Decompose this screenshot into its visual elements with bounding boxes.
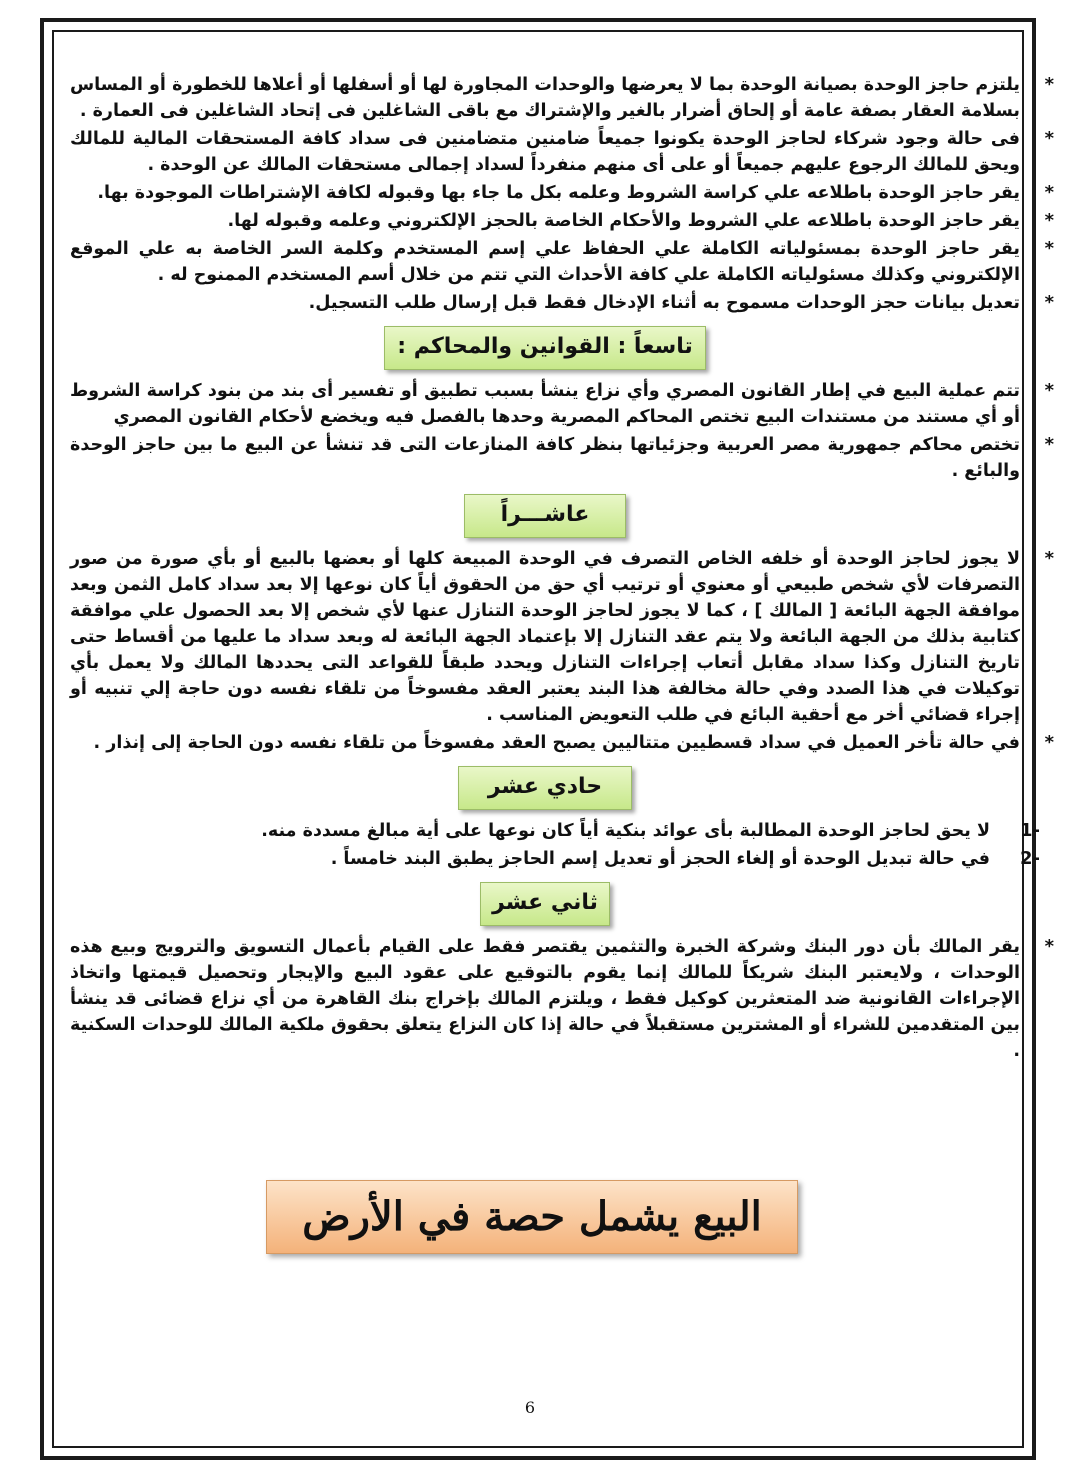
clause-text: يقر حاجز الوحدة باطلاعه علي الشروط والأحكام الخاصة بالحجز الإلكتروني وعلمه وقبوله لها. (227, 211, 1020, 231)
clause-text: تتم عملية البيع في إطار القانون المصري وأي نزاع ينشأ بسبب تطبيق أو تفسير أى بند من بنود كراسة الشروط أو أي مستند من مستندات البيع تختص المحاكم المصرية وحدها بالفصل فيه ويخضع لأحكام القانون المصري (70, 381, 1020, 427)
section-heading-ninth: تاسعاً : القوانين والمحاكم : (384, 326, 706, 370)
bullet-marker: * (1044, 128, 1054, 149)
bullet-marker: * (1044, 292, 1054, 313)
bullet-marker: * (1044, 380, 1054, 401)
clause-text: يقر حاجز الوحدة باطلاعه علي كراسة الشروط وعلمه بكل ما جاء بها وقبوله لكافة الإشتراطات الموجودة بها. (97, 183, 1020, 203)
bullet-marker: * (1044, 434, 1054, 455)
bullet-marker: * (1044, 210, 1054, 231)
list-item (70, 72, 1054, 124)
clause-text: تختص محاكم جمهورية مصر العربية وجزئياتها بنظر كافة المنازعات التى قد تنشأ عن البيع ما بين حاجز الوحدة والبائع . (70, 435, 1020, 481)
list-item (70, 546, 1054, 728)
list-item (70, 208, 1054, 234)
list-item (70, 290, 1054, 316)
list-item (70, 378, 1054, 430)
section-top (70, 72, 1054, 316)
list-item (70, 432, 1054, 484)
bullet-marker: * (1044, 182, 1054, 203)
item-number: -1 (1019, 820, 1040, 841)
document-body (70, 72, 1054, 1066)
clause-text: يقر المالك بأن دور البنك وشركة الخبرة والتثمين يقتصر فقط على القيام بأعمال التسويق والترويج وبيع هذه الوحدات ، ولايعتبر البنك شريكاً للمالك إنما يقوم بالتوقيع على عقود البيع والإيجار وتحصيل قيمتها واتخاذ الإجراءات القانونية ضد المتعثرين كوكيل فقط ، ويلتزم المالك بإخراج بنك القاهرة من أي نزاع قضائى قد ينشأ بين المتقدمين للشراء أو المشترين مستقبلاً في حالة إذا كان النزاع يتعلق بحقوق ملكية المالك للوحدات السكنية . (70, 937, 1020, 1061)
clause-text: لا يجوز لحاجز الوحدة أو خلفه الخاص التصرف في الوحدة المبيعة كلها أو بعضها بالبيع أو بأي صورة من صور التصرفات لأي شخص طبيعي أو معنوي أو ترتيب أي حق من الحقوق أياً كان نوعها إلا بعد سداد كامل الثمن وبعد موافقة الجهة البائعة [ المالك ] ، كما لا يجوز لحاجز الوحدة التنازل عنها لأي شخص إلا بعد الحصول علي موافقة كتابية بذلك من الجهة البائعة ولا يتم عقد التنازل إلا بإعتماد الجهة البائعة له وبعد سداد ما عليها من أقساط حتى تاريخ التنازل وكذا سداد مقابل أتعاب إجراءات التنازل ويحدد طبقاً للقواعد التى يحددها المالك ولا يعمل بأي توكيلات في هذا الصدد وفي حالة مخالفة هذا البند يعتبر العقد مفسوخاً من تلقاء نفسه دون حاجة إلي تنبيه أو إجراء قضائي أخر مع أحقية البائع في طلب التعويض المناسب . (70, 549, 1020, 725)
bullet-marker: * (1044, 936, 1054, 957)
land-share-banner: البيع يشمل حصة في الأرض (266, 1180, 798, 1254)
section-twelfth (70, 934, 1054, 1064)
clause-text: يلتزم حاجز الوحدة بصيانة الوحدة بما لا يعرضها والوحدات المجاورة لها أو أسفلها أو أعلاها للخطورة أو المساس بسلامة العقار بصفة عامة أو إلحاق أضرار بالغير والإشتراك مع باقى الشاغلين فى إتحاد الشاغلين فى العمارة . (70, 75, 1020, 121)
numbered-item (70, 818, 1040, 844)
section-heading-eleventh: حادي عشر (458, 766, 632, 810)
list-item (70, 180, 1054, 206)
list-item (70, 934, 1054, 1064)
section-heading-twelfth: ثاني عشر (480, 882, 610, 926)
section-heading-tenth: عاشـــراً (464, 494, 626, 538)
item-number: -2 (1019, 848, 1040, 869)
clause-text: في حالة تأخر العميل في سداد قسطيين متتاليين يصبح العقد مفسوخاً من تلقاء نفسه دون الحاجة إلى إنذار . (93, 733, 1020, 753)
clause-text: يقر حاجز الوحدة بمسئولياته الكاملة علي الحفاظ علي إسم المستخدم وكلمة السر الخاصة به علي الموقع الإلكتروني وكذلك مسئولياته الكاملة علي كافة الأحداث التي تتم من خلال أسم المستخدم الممنوح له . (70, 239, 1020, 285)
clause-text: في حالة تبديل الوحدة أو إلغاء الحجز أو تعديل إسم الحاجز يطبق البند خامساً . (330, 849, 990, 869)
section-eleventh (70, 818, 1040, 872)
list-item (70, 126, 1054, 178)
bullet-marker: * (1044, 74, 1054, 95)
numbered-item (70, 846, 1040, 872)
clause-text: تعديل بيانات حجز الوحدات مسموح به أثناء الإدخال فقط قبل إرسال طلب التسجيل. (308, 293, 1020, 313)
page-number: 6 (524, 1398, 536, 1417)
section-tenth (70, 546, 1054, 756)
list-item (70, 730, 1054, 756)
list-item (70, 236, 1054, 288)
bullet-marker: * (1044, 238, 1054, 259)
bullet-marker: * (1044, 548, 1054, 569)
section-ninth (70, 378, 1054, 484)
clause-text: فى حالة وجود شركاء لحاجز الوحدة يكونوا جميعاً ضامنين متضامنين فى سداد كافة المستحقات المالية للمالك ويحق للمالك الرجوع عليهم جميعاً أو على أى منهم منفرداً لسداد إجمالى مستحقات المالك عن الوحدة . (70, 129, 1020, 175)
bullet-marker: * (1044, 732, 1054, 753)
clause-text: لا يحق لحاجز الوحدة المطالبة بأى عوائد بنكية أياً كان نوعها على أية مبالغ مسددة منه. (261, 821, 990, 841)
